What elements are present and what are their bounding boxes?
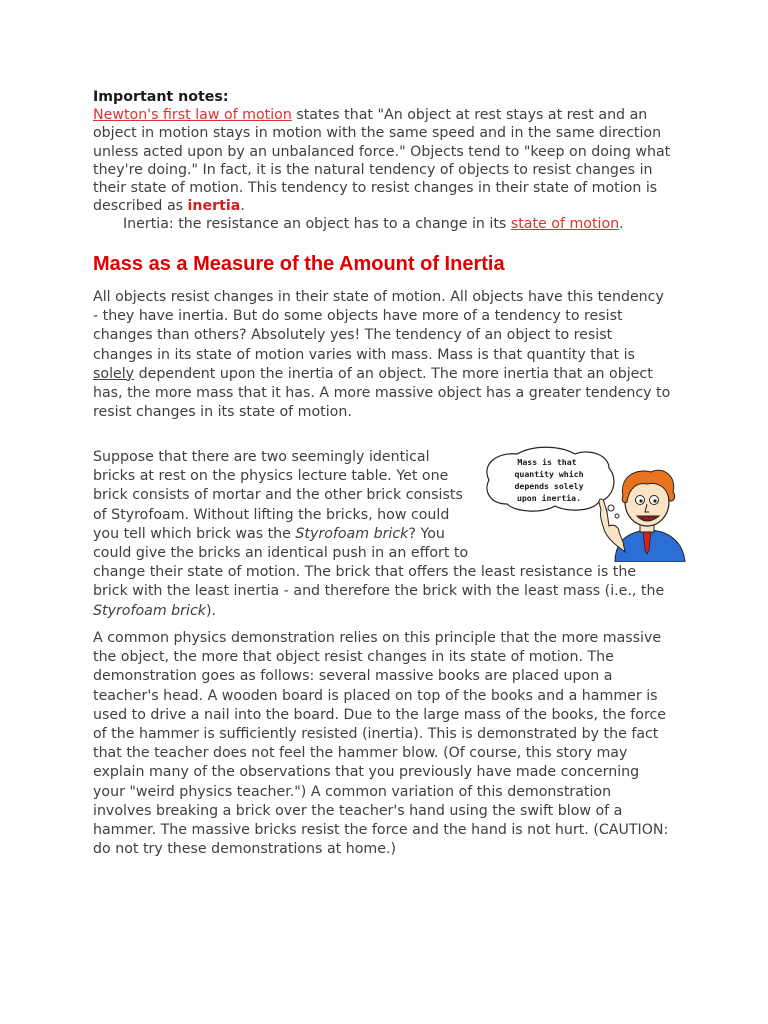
notes-text: states that "An object at rest stays at rest and an object in motion stays in motion with the same speed and in the same direction unless acted upon by an unbalanced force." Objects tend to "keep on doing what they're doing." In fact, it is the natural tendency of objects to resist changes in their state of motion. This tendency to resist changes in their state of motion is described as — [93, 107, 671, 215]
cartoon-illustration — [477, 446, 687, 562]
styrofoam-brick-italic: Styrofoam brick — [295, 525, 409, 542]
newtons-first-law-link[interactable]: Newton's first law of motion — [93, 107, 292, 124]
important-notes — [93, 88, 683, 234]
bubble-line-4: upon inertia. — [516, 493, 582, 503]
paragraph-mass-inertia: All objects resist changes in their state of motion. All objects have this tendency - they have inertia. But do some objects have more of a tendency to resist changes than others? Absolutely yes! The tendency of an object to resist changes in its state of motion varies with mass. Mass is that quantity that is solely dependent upon the inertia of an object. The more inertia that an object has, the more mass that it has. A more massive object has a greater tendency to resist changes in its state of motion. — [93, 289, 671, 421]
solely-word: solely — [93, 365, 135, 382]
paragraph-demonstration: A common physics demonstration relies on this principle that the more massive the object, the more that object resist changes in its state of motion. The demonstration goes as follows: several massive books are placed upon a teacher's head. A wooden board is placed on top of the books and a hammer is used to drive a nail into the board. Due to the large mass of the books, the force of the hammer is sufficiently resisted (inertia). This is demonstrated by the fact that the teacher does not feel the hammer blow. (Of course, this story may explain many of the observations that you previously have made concerning your "weird physics teacher.") A common variation of this demonstration involves breaking a brick over the teacher's hand using the swift blow of a hammer. The massive bricks resist the force and the hand is not hurt. (CAUTION: do not try these demonstrations at home.) — [93, 630, 669, 858]
inertia-definition: Inertia: the resistance an object has to a change in its state of motion. — [123, 216, 624, 233]
styrofoam-brick-italic-2: Styrofoam brick — [93, 602, 206, 619]
inertia-term: inertia — [187, 198, 241, 215]
bubble-line-3: depends solely — [514, 481, 584, 491]
bubble-line-2: quantity which — [514, 469, 584, 479]
section-title: Mass as a Measure of the Amount of Inertia — [93, 253, 505, 275]
notes-heading: Important notes: — [93, 89, 229, 105]
notes-body: Newton's first law of motion states that "An object at rest stays at rest and an object in motion stays in motion with the same speed and in the same direction unless acted upon by an unbalanced force." Objects tend to "keep on doing what they're doing." In fact, it is the natural tendency of objects to resist changes in their state of motion. This tendency to resist changes in their state of motion is described as inertia. — [93, 107, 671, 215]
speech-bubble — [487, 447, 619, 518]
bubble-line-1: Mass is that — [517, 457, 577, 467]
state-of-motion-link[interactable]: state of motion — [510, 216, 620, 233]
paragraph-bricks: Mass is that quantity which depends solely upon inertia. Suppose that there are two seemingly identical bricks at rest on the physics lecture table. Yet one brick consists of mortar and the other brick consists of Styrofoam. Without lifting the bricks, how could you tell which brick was the Styrofoam brick? You could give the bricks an identical push in an effort to change their state of motion. The brick that offers the least resistance is the brick with the least inertia - and therefore the brick with the least mass (i.e., the Styrofoam brick). — [93, 448, 673, 621]
